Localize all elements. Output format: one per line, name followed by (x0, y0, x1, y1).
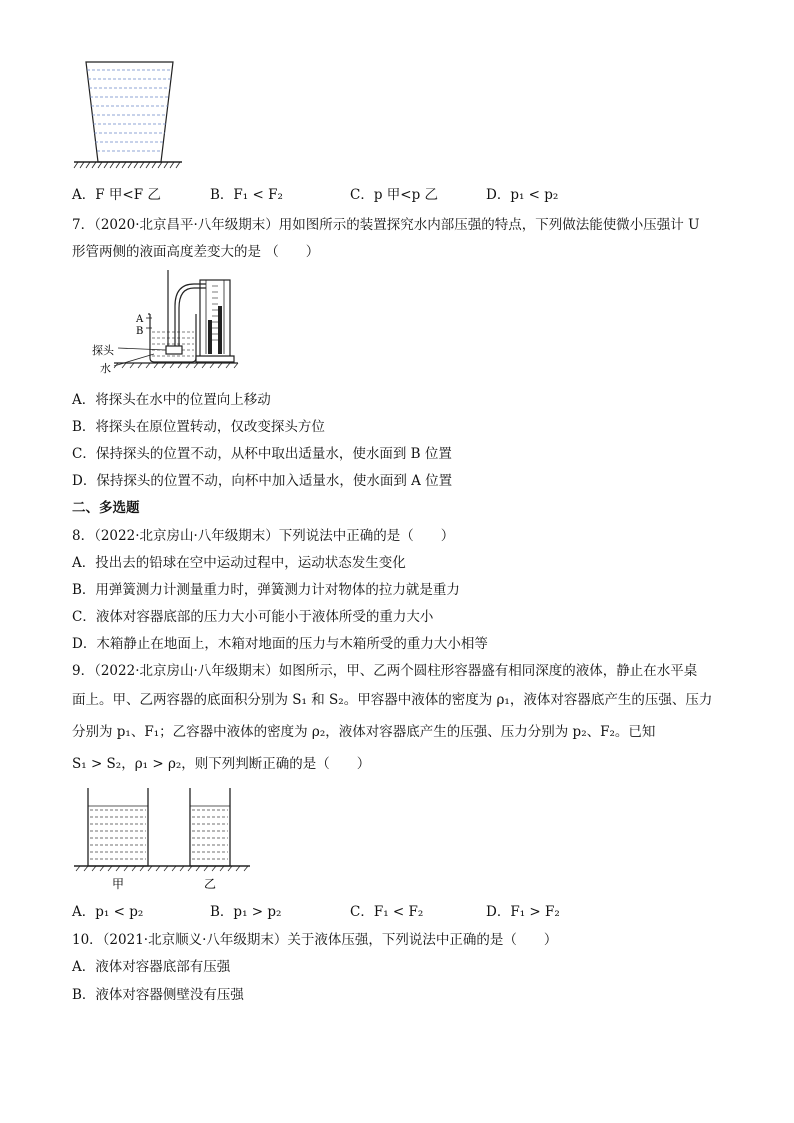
q9-option-d[interactable]: D．F₁ > F₂ (486, 904, 560, 920)
q8-option-a[interactable]: A．投出去的铅球在空中运动过程中，运动状态发生变化 (72, 555, 406, 571)
q10-option-b[interactable]: B．液体对容器侧壁没有压强 (72, 987, 244, 1003)
q7-stem-line1: 7．（2020·北京昌平·八年级期末）用如图所示的装置探究水内部压强的特点，下列做法能使微小压强计 U (72, 217, 700, 233)
q7-label-water: 水 (100, 362, 111, 375)
q9-stem-line3: 分别为 p₁、F₁；乙容器中液体的密度为 ρ₂，液体对容器底产生的压强、压力分别为 p₂、F₂。已知 (72, 724, 656, 740)
q8-option-b[interactable]: B．用弹簧测力计测量重力时，弹簧测力计对物体的拉力就是重力 (72, 582, 460, 598)
q8-option-d[interactable]: D．木箱静止在地面上，木箱对地面的压力与木箱所受的重力大小相等 (72, 636, 488, 652)
q7-option-a[interactable]: A．将探头在水中的位置向上移动 (72, 392, 271, 408)
q6-option-d[interactable]: D．p₁ < p₂ (486, 187, 559, 203)
q9-containers-figure (74, 784, 254, 892)
q7-manometer-figure (88, 266, 248, 378)
q7-label-a: A (136, 314, 144, 325)
q9-option-b[interactable]: B．p₁ > p₂ (210, 904, 282, 920)
q10-stem: 10．（2021·北京顺义·八年级期末）关于液体压强，下列说法中正确的是（ ） (72, 932, 558, 948)
q8-stem: 8．（2022·北京房山·八年级期末）下列说法中正确的是（ ） (72, 528, 455, 544)
q9-stem-line2: 面上。甲、乙两容器的底面积分别为 S₁ 和 S₂。甲容器中液体的密度为 ρ₁，液体对容器底产生的压强、压力 (72, 692, 713, 708)
q7-label-probe: 探头 (92, 344, 114, 357)
q7-label-b: B (136, 326, 144, 337)
q6-cup-figure (70, 58, 190, 173)
q9-stem-line1: 9．（2022·北京房山·八年级期末）如图所示，甲、乙两个圆柱形容器盛有相同深度的液体，静止在水平桌 (72, 663, 698, 679)
q8-option-c[interactable]: C．液体对容器底部的压力大小可能小于液体所受的重力大小 (72, 609, 434, 625)
q7-option-d[interactable]: D．保持探头的位置不动，向杯中加入适量水，使水面到 A 位置 (72, 473, 453, 489)
section-title-multiple-choice: 二、多选题 (72, 500, 140, 516)
q6-option-a[interactable]: A．F 甲<F 乙 (72, 187, 161, 203)
q9-stem-line4: S₁ > S₂，ρ₁ > ρ₂，则下列判断正确的是（ ） (72, 756, 371, 772)
q9-label-right: 乙 (204, 877, 217, 891)
q7-option-b[interactable]: B．将探头在原位置转动，仅改变探头方位 (72, 419, 325, 435)
q9-option-c[interactable]: C．F₁ < F₂ (350, 904, 424, 920)
q9-option-a[interactable]: A．p₁ < p₂ (72, 904, 144, 920)
q10-option-a[interactable]: A．液体对容器底部有压强 (72, 959, 231, 975)
q9-label-left: 甲 (112, 877, 125, 891)
q7-option-c[interactable]: C．保持探头的位置不动，从杯中取出适量水，使水面到 B 位置 (72, 446, 452, 462)
q7-stem-line2: 形管两侧的液面高度差变大的是 （ ） (72, 244, 320, 260)
q6-option-b[interactable]: B．F₁ < F₂ (210, 187, 283, 203)
q6-option-c[interactable]: C．p 甲<p 乙 (350, 187, 439, 203)
